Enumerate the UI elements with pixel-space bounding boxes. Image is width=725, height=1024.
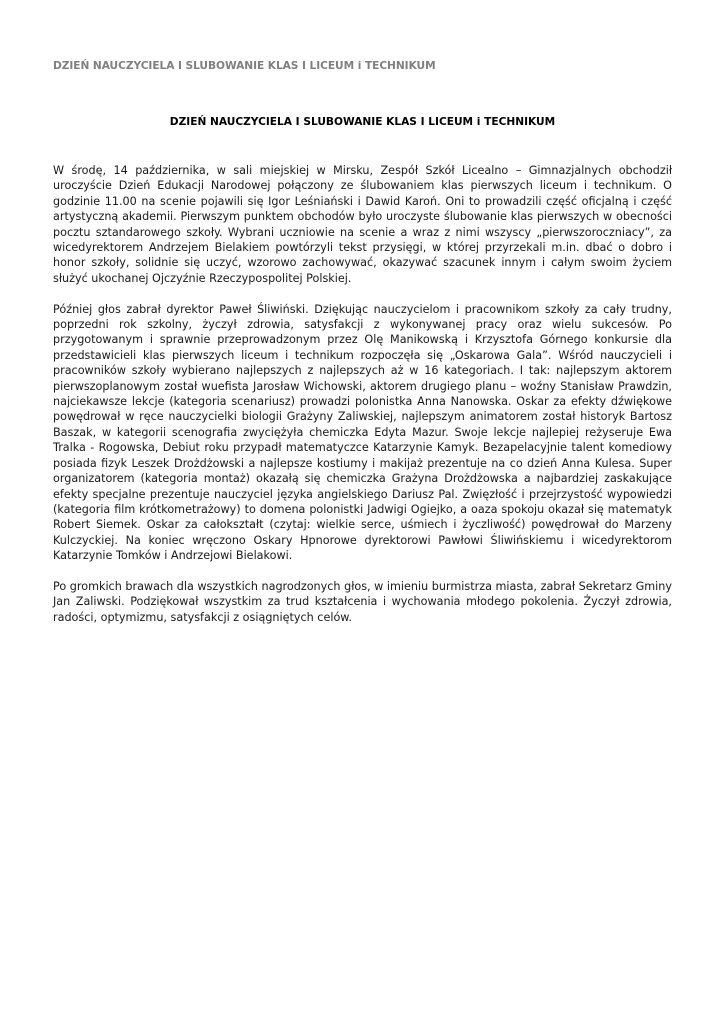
article-body bbox=[53, 163, 672, 641]
paragraph: Później głos zabrał dyrektor Paweł Śliwiński. Dziękując nauczycielom i pracownikom szkoły za cały trudny, poprzedni rok szkolny, życzył zdrowia, satysfakcji z wykonywanej pracy oraz wielu sukcesów. Po przygotowanym i sprawnie przeprowadzonym przez Olę Manikowską i Krzysztofa Górnego konkursie dla przedstawicieli klas pierwszych liceum i technikum rozpoczęła się „Oskarowa Gala”. Wśród nauczycieli i pracowników szkoły wybierano najlepszych z najlepszych aż w 16 kategoriach. I tak: najlepszym aktorem pierwszoplanowym został wuefista Jarosław Wichowski, aktorem drugiego planu – woźny Stanisław Prawdzin, najciekawsze lekcje (kategoria scenariusz) prowadzi polonistka Anna Nanowska. Oskar za efekty dźwiękowe powędrował w ręce nauczycielki biologii Grażyny Zaliwskiej, najlepszym animatorem został historyk Bartosz Baszak, w kategorii scenografia zwyciężyła chemiczka Edyta Mazur. Swoje lekcje najlepiej reżyseruje Ewa Tralka - Rogowska, Debiut roku przypadł matematyczce Katarzynie Kamyk. Bezapelacyjnie talent komediowy posiada fizyk Leszek Drożdżowski a najlepsze kostiumy i makijaż prezentuje na co dzień Anna Kulesa. Super organizatorem (kategoria montaż) okazałą się chemiczka Grażyna Drożdżowska a najbardziej zaskakujące efekty specjalne prezentuje nauczyciel języka angielskiego Dariusz Pal. Zwięzłość i przejrzystość wypowiedzi (kategoria film krótkometrażowy) to domena polonistki Jadwigi Ogiejko, a oaza spokoju okazał się matematyk Robert Siemek. Oskar za całokształt (czytaj: wielkie serce, uśmiech i życzliwość) powędrował do Marzeny Kulczyckiej. Na koniec wręczono Oskary Hpnorowe dyrektorowi Pawłowi Śliwińskiemu i wicedyrektorom Katarzynie Tomków i Andrzejowi Bielakowi. bbox=[53, 302, 672, 563]
paragraph: Po gromkich brawach dla wszystkich nagrodzonych głos, w imieniu burmistrza miasta, zabrał Sekretarz Gminy Jan Zaliwski. Podziękował wszystkim za trud kształcenia i wychowania młodego pokolenia. Życzył zdrowia, radości, optymizmu, satysfakcji z osiągniętych celów. bbox=[53, 579, 672, 624]
paragraph: W środę, 14 października, w sali miejskiej w Mirsku, Zespół Szkół Licealno – Gimnazjalnych obchodził uroczyście Dzień Edukacji Narodowej połączony ze ślubowaniem klas pierwszych liceum i technikum. O godzinie 11.00 na scenie pojawili się Igor Leśniański i Dawid Karoń. Oni to prowadzili część oficjalną i część artystyczną akademii. Pierwszym punktem obchodów było uroczyste ślubowanie klas pierwszych w obecności pocztu sztandarowego szkoły. Wybrani uczniowie na scenie a wraz z nimi wszyscy „pierwszoroczniacy”, za wicedyrektorem Andrzejem Bielakiem powtórzyli tekst przysięgi, w której przyrzekali m.in. dbać o dobro i honor szkoły, solidnie się uczyć, wzorowo zachowywać, okazywać szacunek innym i całym swoim życiem służyć ukochanej Ojczyźnie Rzeczypospolitej Polskiej. bbox=[53, 164, 672, 285]
running-header: DZIEŃ NAUCZYCIELA I SLUBOWANIE KLAS I LICEUM i TECHNIKUM bbox=[53, 60, 436, 72]
article-title: DZIEŃ NAUCZYCIELA I SLUBOWANIE KLAS I LICEUM i TECHNIKUM bbox=[169, 116, 556, 128]
